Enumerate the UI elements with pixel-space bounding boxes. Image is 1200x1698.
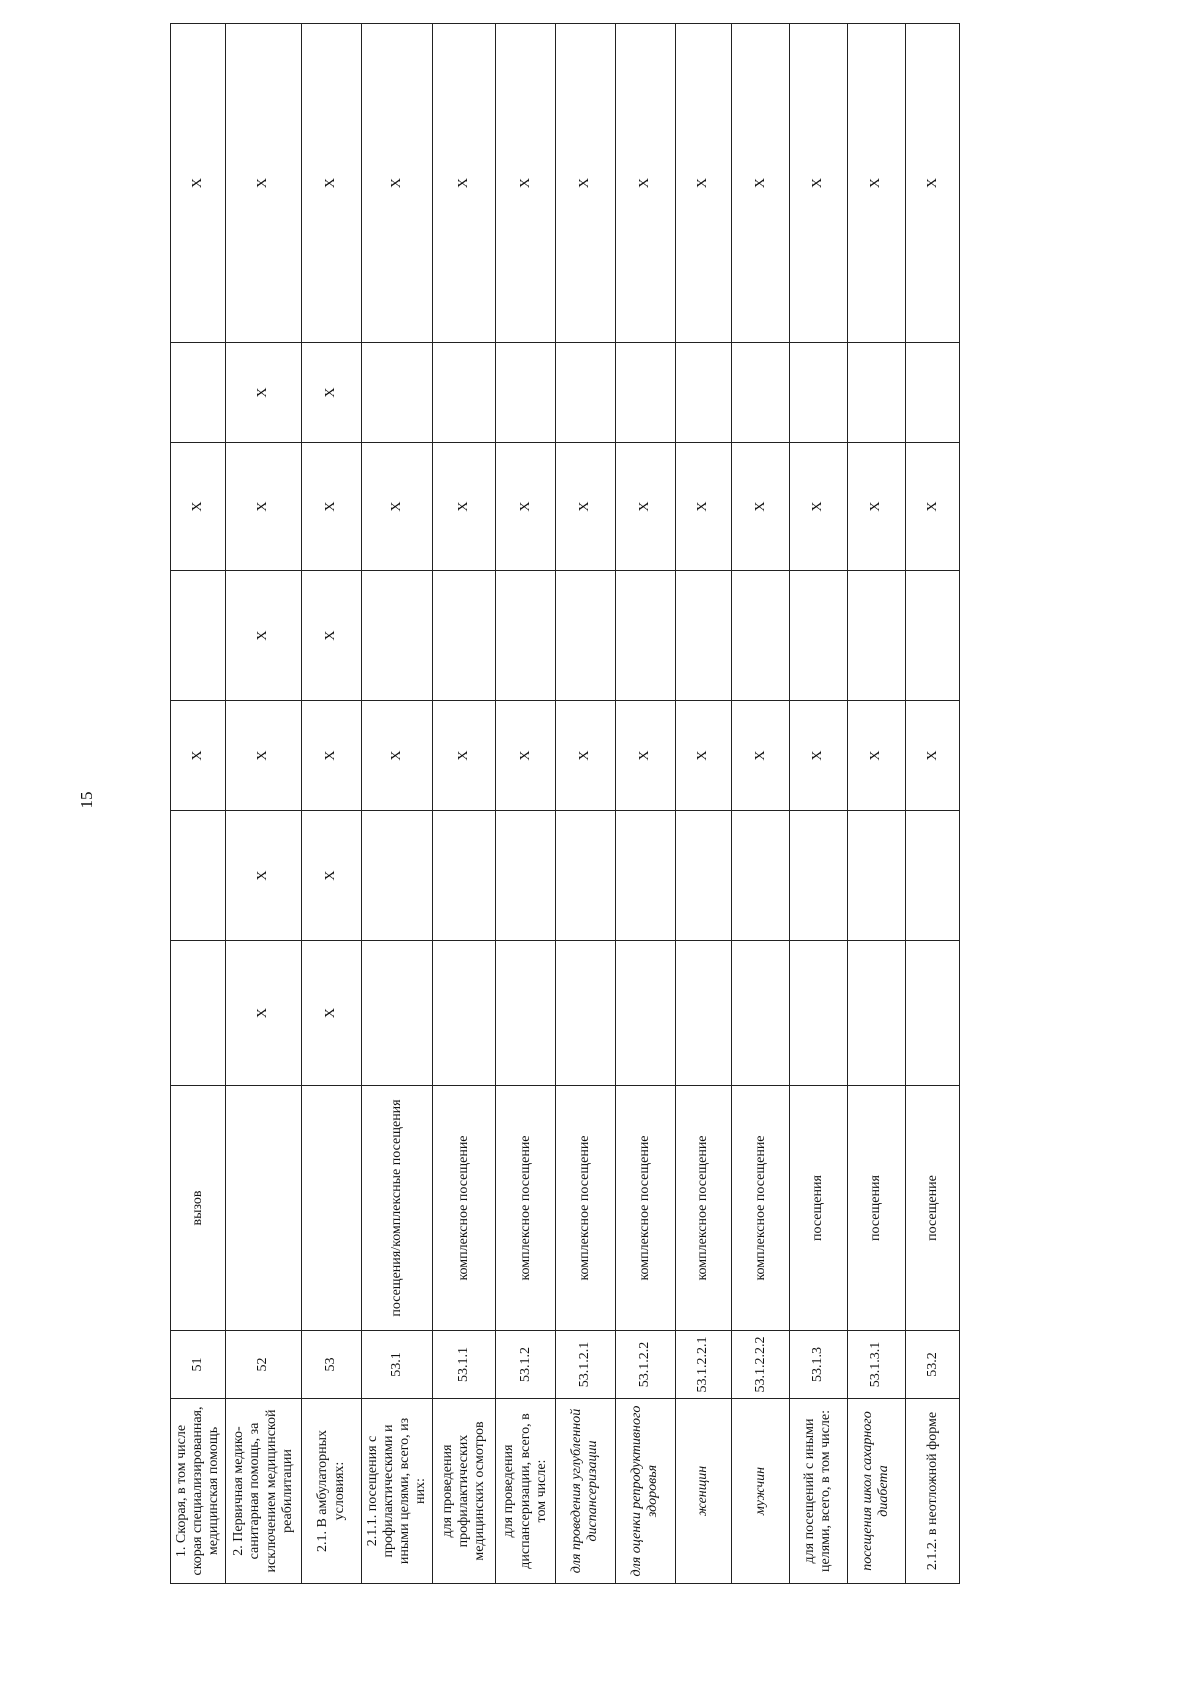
empty-cell (789, 941, 847, 1086)
table-body (171, 24, 960, 1584)
table-row (361, 24, 432, 1584)
empty-cell (675, 343, 732, 443)
cross-mark: X (906, 24, 960, 343)
cross-mark: X (302, 571, 362, 701)
cross-mark: X (225, 343, 301, 443)
cross-mark: X (496, 701, 556, 811)
cross-mark: X (302, 343, 362, 443)
cross-mark: X (496, 24, 556, 343)
row-name: 1. Скорая, в том числе скорая специализированная, медицинская помощь (171, 1399, 226, 1584)
row-unit (225, 1086, 301, 1331)
cross-mark: X (302, 443, 362, 571)
row-code: 51 (171, 1331, 226, 1399)
cross-mark: X (433, 24, 496, 343)
cross-mark: X (847, 443, 906, 571)
cross-mark: X (789, 24, 847, 343)
row-name: 2. Первичная медико-санитарная помощь, за исключением медицинской реабилитации (225, 1399, 301, 1584)
row-name: посещения школ сахарного диабета (847, 1399, 906, 1584)
cross-mark: X (225, 941, 301, 1086)
cross-mark: X (302, 941, 362, 1086)
table-row (789, 24, 847, 1584)
page-number: 15 (77, 791, 96, 809)
cross-mark: X (732, 24, 790, 343)
cross-mark: X (906, 443, 960, 571)
volume-table (170, 23, 960, 1584)
cross-mark: X (615, 701, 675, 811)
empty-cell (361, 343, 432, 443)
row-code: 53.1.2.2.2 (732, 1331, 790, 1399)
cross-mark: X (675, 443, 732, 571)
row-name: для оценки репродуктивного здоровья (615, 1399, 675, 1584)
empty-cell (171, 811, 226, 941)
empty-cell (789, 343, 847, 443)
empty-cell (496, 343, 556, 443)
empty-cell (496, 811, 556, 941)
table-row (225, 24, 301, 1584)
row-code: 53.1.3.1 (847, 1331, 906, 1399)
table-rotator (170, 24, 960, 1584)
cross-mark: X (361, 443, 432, 571)
empty-cell (496, 941, 556, 1086)
empty-cell (847, 811, 906, 941)
cross-mark: X (171, 24, 226, 343)
row-name: 2.1. В амбулаторных условиях: (302, 1399, 362, 1584)
table-row (847, 24, 906, 1584)
empty-cell (732, 343, 790, 443)
row-code: 53.2 (906, 1331, 960, 1399)
empty-cell (615, 941, 675, 1086)
empty-cell (171, 941, 226, 1086)
table-row (302, 24, 362, 1584)
row-unit: посещение (906, 1086, 960, 1331)
cross-mark: X (789, 443, 847, 571)
empty-cell (361, 811, 432, 941)
cross-mark: X (615, 24, 675, 343)
cross-mark: X (433, 701, 496, 811)
row-unit: комплексное посещение (615, 1086, 675, 1331)
cross-mark: X (225, 571, 301, 701)
row-unit: комплексное посещение (433, 1086, 496, 1331)
empty-cell (675, 941, 732, 1086)
cross-mark: X (556, 701, 616, 811)
empty-cell (732, 571, 790, 701)
empty-cell (789, 811, 847, 941)
cross-mark: X (556, 443, 616, 571)
cross-mark: X (732, 701, 790, 811)
row-code: 53.1 (361, 1331, 432, 1399)
cross-mark: X (302, 24, 362, 343)
cross-mark: X (433, 443, 496, 571)
empty-cell (789, 571, 847, 701)
empty-cell (732, 941, 790, 1086)
table-row (675, 24, 732, 1584)
empty-cell (906, 571, 960, 701)
cross-mark: X (302, 811, 362, 941)
row-code: 53.1.2.1 (556, 1331, 616, 1399)
row-unit: комплексное посещение (496, 1086, 556, 1331)
table-row (615, 24, 675, 1584)
table-row (906, 24, 960, 1584)
empty-cell (615, 343, 675, 443)
empty-cell (906, 811, 960, 941)
empty-cell (847, 343, 906, 443)
cross-mark: X (847, 701, 906, 811)
row-name: для проведения углубленной диспансеризации (556, 1399, 616, 1584)
cross-mark: X (675, 24, 732, 343)
table-row (732, 24, 790, 1584)
empty-cell (847, 571, 906, 701)
cross-mark: X (732, 443, 790, 571)
cross-mark: X (361, 24, 432, 343)
row-unit (302, 1086, 362, 1331)
empty-cell (615, 571, 675, 701)
row-unit: вызов (171, 1086, 226, 1331)
cross-mark: X (302, 701, 362, 811)
row-unit: посещения (847, 1086, 906, 1331)
cross-mark: X (225, 811, 301, 941)
cross-mark: X (361, 701, 432, 811)
cross-mark: X (615, 443, 675, 571)
cross-mark: X (225, 443, 301, 571)
cross-mark: X (225, 24, 301, 343)
row-unit: комплексное посещение (675, 1086, 732, 1331)
table-row (496, 24, 556, 1584)
empty-cell (361, 941, 432, 1086)
row-code: 53.1.2.2 (615, 1331, 675, 1399)
empty-cell (906, 343, 960, 443)
cross-mark: X (225, 701, 301, 811)
row-code: 53 (302, 1331, 362, 1399)
row-name: для проведения профилактических медицинских осмотров (433, 1399, 496, 1584)
empty-cell (675, 571, 732, 701)
row-name: для проведения диспансеризации, всего, в том числе: (496, 1399, 556, 1584)
cross-mark: X (847, 24, 906, 343)
row-unit: комплексное посещение (556, 1086, 616, 1331)
empty-cell (433, 941, 496, 1086)
row-code: 52 (225, 1331, 301, 1399)
empty-cell (556, 941, 616, 1086)
cross-mark: X (171, 443, 226, 571)
empty-cell (675, 811, 732, 941)
empty-cell (361, 571, 432, 701)
row-code: 53.1.1 (433, 1331, 496, 1399)
row-unit: комплексное посещение (732, 1086, 790, 1331)
cross-mark: X (789, 701, 847, 811)
row-name: 2.1.1. посещения с профилактическими и иными целями, всего, из них: (361, 1399, 432, 1584)
row-code: 53.1.3 (789, 1331, 847, 1399)
table-row (171, 24, 226, 1584)
empty-cell (556, 811, 616, 941)
empty-cell (556, 343, 616, 443)
row-name: женщин (675, 1399, 732, 1584)
empty-cell (732, 811, 790, 941)
empty-cell (433, 571, 496, 701)
table-row (433, 24, 496, 1584)
row-code: 53.1.2 (496, 1331, 556, 1399)
cross-mark: X (171, 701, 226, 811)
empty-cell (496, 571, 556, 701)
empty-cell (433, 811, 496, 941)
table-row (556, 24, 616, 1584)
cross-mark: X (906, 701, 960, 811)
row-name: мужчин (732, 1399, 790, 1584)
row-unit: посещения/комплексные посещения (361, 1086, 432, 1331)
cross-mark: X (556, 24, 616, 343)
empty-cell (433, 343, 496, 443)
row-name: для посещений с иными целями, всего, в том числе: (789, 1399, 847, 1584)
row-unit: посещения (789, 1086, 847, 1331)
row-name: 2.1.2. в неотложной форме (906, 1399, 960, 1584)
empty-cell (615, 811, 675, 941)
row-code: 53.1.2.2.1 (675, 1331, 732, 1399)
empty-cell (171, 571, 226, 701)
empty-cell (847, 941, 906, 1086)
empty-cell (171, 343, 226, 443)
cross-mark: X (675, 701, 732, 811)
cross-mark: X (496, 443, 556, 571)
empty-cell (556, 571, 616, 701)
empty-cell (906, 941, 960, 1086)
